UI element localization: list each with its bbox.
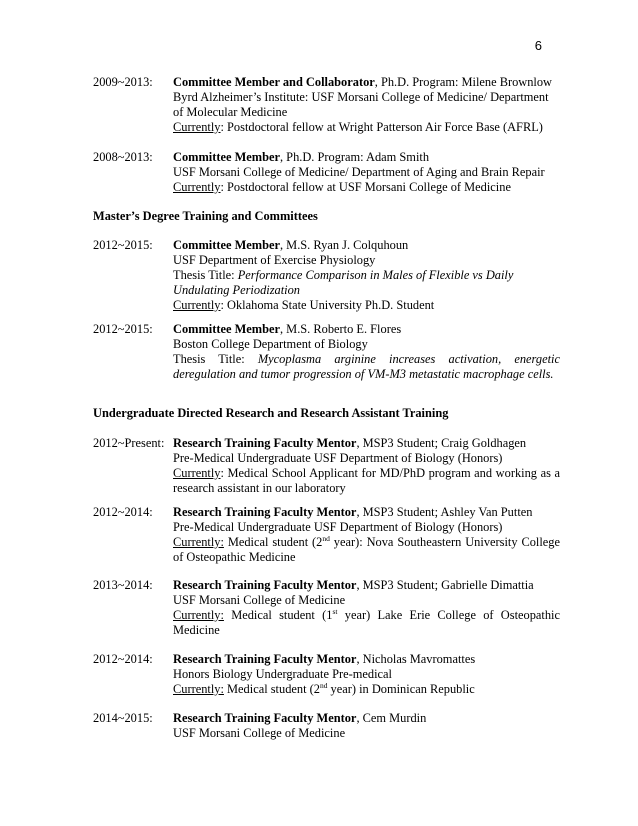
- currently-text: : Oklahoma State University Ph.D. Student: [220, 298, 435, 312]
- entry-current: [173, 535, 560, 565]
- entry-role: Committee Member: [173, 238, 280, 252]
- currently-label: Currently:: [173, 535, 224, 549]
- entry-role: Research Training Faculty Mentor: [173, 578, 357, 592]
- entry-thesis: [173, 268, 560, 283]
- entry-role-detail: , MSP3 Student; Ashley Van Putten: [356, 505, 533, 519]
- entry-current: [173, 298, 560, 313]
- thesis-label: Thesis Title:: [173, 352, 258, 366]
- thesis-title-cont: Undulating Periodization: [173, 283, 301, 297]
- currently-text-b: year) in Dominican Republic: [327, 682, 475, 696]
- entry-line: Byrd Alzheimer’s Institute: USF Morsani College of Medicine/ Department: [173, 90, 549, 104]
- entry-current: [173, 120, 560, 135]
- entry-line: Pre-Medical Undergraduate USF Department of Biology (Honors): [173, 520, 503, 534]
- entry-date: 2012~2015:: [93, 322, 153, 336]
- currently-text-a: Medical student (2: [223, 535, 323, 549]
- currently-text-a: Medical student (2: [223, 682, 320, 696]
- entry-body: [173, 150, 560, 195]
- entry-date: 2012~Present:: [93, 436, 165, 450]
- entry-body: [173, 322, 560, 382]
- entry-role-detail: , MSP3 Student; Gabrielle Dimattia: [356, 578, 534, 592]
- entry-body: [173, 652, 560, 697]
- entry-role-detail: , M.S. Roberto E. Flores: [279, 322, 402, 336]
- entry-line: USF Morsani College of Medicine: [173, 593, 346, 607]
- currently-text: : Medical School Applicant for MD/PhD program and working as a research assistant in our laboratory: [173, 466, 560, 495]
- entry-role: Research Training Faculty Mentor: [173, 711, 357, 725]
- entry-dept: USF Department of Exercise Physiology: [173, 253, 376, 267]
- ordinal-suffix: st: [332, 607, 338, 616]
- ordinal-suffix: nd: [319, 681, 328, 690]
- entry-role: Committee Member: [173, 150, 280, 164]
- section-heading-masters: Master’s Degree Training and Committees: [93, 209, 318, 223]
- entry-role-detail: , Ph.D. Program: Milene Brownlow: [374, 75, 553, 89]
- entry-role-detail: , Ph.D. Program: Adam Smith: [279, 150, 430, 164]
- entry-date: 2012~2014:: [93, 652, 153, 666]
- currently-label: Currently: [173, 180, 221, 194]
- entry-role-line: [173, 652, 560, 667]
- entry-role: Research Training Faculty Mentor: [173, 505, 357, 519]
- entry-current: [173, 608, 560, 638]
- entry-line: Pre-Medical Undergraduate USF Department of Biology (Honors): [173, 451, 503, 465]
- entry-current: [173, 682, 560, 697]
- entry-role-line: [173, 436, 560, 451]
- section-heading-undergrad: Undergraduate Directed Research and Research Assistant Training: [93, 406, 449, 420]
- currently-label: Currently:: [173, 608, 224, 622]
- entry-role: Committee Member: [173, 322, 280, 336]
- thesis-label: Thesis Title:: [173, 268, 238, 282]
- currently-text: : Postdoctoral fellow at Wright Patterson Air Force Base (AFRL): [220, 120, 543, 134]
- entry-current: [173, 180, 560, 195]
- entry-body: [173, 75, 560, 135]
- thesis-title: Performance Comparison in Males of Flexible vs Daily: [237, 268, 514, 282]
- entry-role: Research Training Faculty Mentor: [173, 652, 357, 666]
- currently-text-b: year): Nova Southeastern University College of Osteopathic Medicine: [173, 535, 560, 564]
- entry-line: of Molecular Medicine: [173, 105, 288, 119]
- entry-body: [173, 505, 560, 565]
- entry-role-detail: , Nicholas Mavromattes: [356, 652, 476, 666]
- entry-role-detail: , Cem Murdin: [356, 711, 427, 725]
- entry-dept: Boston College Department of Biology: [173, 337, 368, 351]
- currently-text: : Postdoctoral fellow at USF Morsani College of Medicine: [220, 180, 511, 194]
- entry-date: 2013~2014:: [93, 578, 153, 592]
- entry-body: [173, 436, 560, 496]
- entry-role-line: [173, 150, 560, 165]
- entry-current: [173, 466, 560, 496]
- entry-role-detail: , M.S. Ryan J. Colquhoun: [279, 238, 409, 252]
- entry-line: USF Morsani College of Medicine: [173, 726, 346, 740]
- entry-line: Honors Biology Undergraduate Pre-medical: [173, 667, 392, 681]
- entry-thesis-cont: [173, 283, 560, 298]
- entry-role-detail: , MSP3 Student; Craig Goldhagen: [356, 436, 527, 450]
- entry-role-line: [173, 238, 560, 253]
- entry-date: 2012~2014:: [93, 505, 153, 519]
- currently-label: Currently: [173, 466, 221, 480]
- entry-date: 2008~2013:: [93, 150, 153, 164]
- currently-label: Currently:: [173, 682, 224, 696]
- entry-body: [173, 578, 560, 638]
- currently-label: Currently: [173, 120, 221, 134]
- currently-text-b: year) Lake Erie College of Osteopathic Medicine: [173, 608, 560, 637]
- entry-role-line: [173, 505, 560, 520]
- entry-role-line: [173, 322, 560, 337]
- thesis-title: Mycoplasma arginine increases activation, energetic deregulation and tumor progression of VM-M3 metastatic macrophage cells.: [173, 352, 560, 381]
- currently-text-a: Medical student (1: [223, 608, 333, 622]
- entry-role-line: [173, 711, 560, 726]
- entry-date: 2012~2015:: [93, 238, 153, 252]
- entry-line: USF Morsani College of Medicine/ Department of Aging and Brain Repair: [173, 165, 545, 179]
- ordinal-suffix: nd: [322, 534, 330, 543]
- entry-role-line: [173, 75, 560, 90]
- entry-thesis: [173, 352, 560, 382]
- entry-date: 2014~2015:: [93, 711, 153, 725]
- entry-date: 2009~2013:: [93, 75, 153, 89]
- page-number: 6: [534, 38, 542, 53]
- entry-body: [173, 711, 560, 741]
- entry-role: Research Training Faculty Mentor: [173, 436, 357, 450]
- currently-label: Currently: [173, 298, 221, 312]
- entry-body: [173, 238, 560, 313]
- entry-role: Committee Member and Collaborator: [173, 75, 375, 89]
- entry-role-line: [173, 578, 560, 593]
